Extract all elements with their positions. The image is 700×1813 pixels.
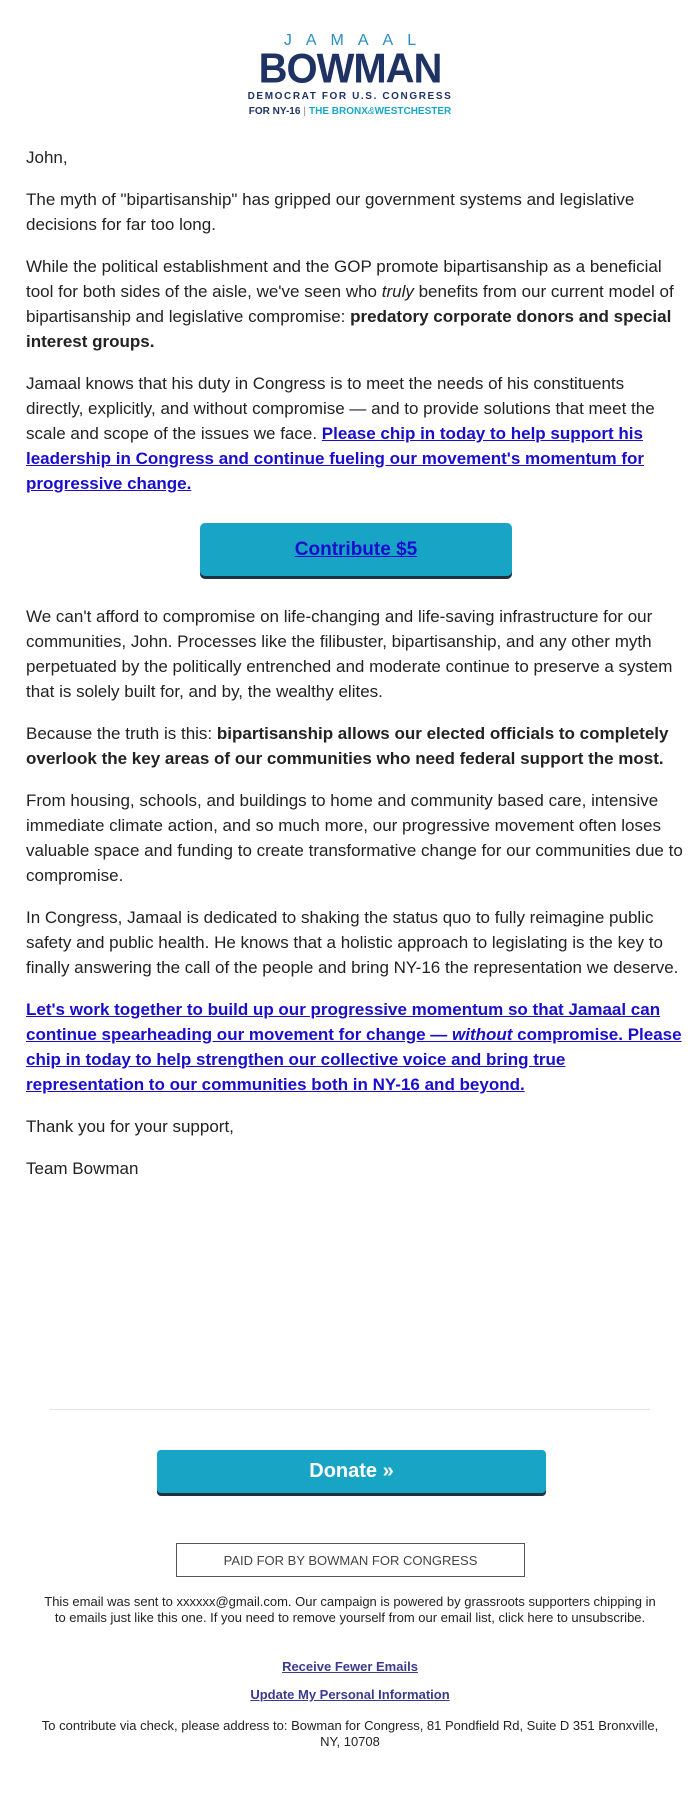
paragraph-2-bold: predatory corporate donors and special interest groups.	[26, 307, 672, 351]
check-address: To contribute via check, please address to: Bowman for Congress, 81 Pondfield Rd, Suite D 351 Bronxville, NY, 10708	[41, 1718, 659, 1749]
contribute-5-button[interactable]: Contribute $5	[200, 523, 512, 576]
paragraph-6: From housing, schools, and buildings to home and community based care, intensive immediate climate action, and so much more, our progressive movement often loses valuable space and funding to create transformative change for our communities due to compromise.	[26, 791, 683, 885]
paragraph-1: The myth of "bipartisanship" has gripped our government systems and legislative decisions for far too long.	[26, 190, 635, 234]
update-info-label[interactable]: Update My Personal Information	[250, 1687, 450, 1702]
paragraph-5	[26, 721, 686, 771]
logo-tagline: DEMOCRAT FOR U.S. CONGRESS	[247, 91, 453, 102]
cta-wrap	[26, 523, 686, 576]
logo-region-a: THE BRONX	[309, 106, 368, 117]
update-info-link[interactable]	[0, 1687, 700, 1702]
paragraph-8	[26, 997, 686, 1097]
signature: Team Bowman	[26, 1159, 139, 1178]
logo-separator: |	[303, 106, 307, 117]
chip-in-link-1[interactable]: Please chip in today to help support his leadership in Congress and continue fueling our movement's momentum for progressive change.	[26, 424, 645, 493]
emphasis-truly: truly	[381, 282, 414, 301]
paragraph-5-bold: bipartisanship allows our elected officials to completely overlook the key areas of our communities who need federal support the most.	[26, 724, 669, 768]
paragraph-5-text: Because the truth is this:	[26, 724, 217, 743]
paid-for-disclaimer: PAID FOR BY BOWMAN FOR CONGRESS	[176, 1543, 525, 1577]
chip-in-link-2[interactable]	[26, 1000, 682, 1094]
logo-district-line	[0, 106, 700, 118]
footer-divider	[50, 1409, 650, 1410]
paragraph-4: We can't afford to compromise on life-changing and life-saving infrastructure for our communities, John. Processes like the filibuster, bipartisanship, and any other myth perpetuated by the politically entrenched and moderate continue to preserve a system that is solely built for, and by, the wealthy elites.	[26, 607, 673, 701]
paragraph-2-text-a: While the political establishment and the GOP promote bipartisanship as a beneficial tool for both sides of the aisle, we've seen who	[26, 257, 662, 301]
link-2-text-a: Let's work together to build up our progressive momentum so that Jamaal can continue spearheading our movement for change —	[26, 1000, 661, 1044]
closing: Thank you for your support,	[26, 1117, 234, 1136]
receive-fewer-emails-label[interactable]: Receive Fewer Emails	[282, 1659, 418, 1674]
campaign-logo	[0, 32, 700, 118]
link-2-text-b: compromise. Please chip in today to help strengthen our collective voice and bring true representation to our communities both in NY-16 and beyond.	[26, 1025, 682, 1094]
logo-last-name: BOWMAN	[258, 45, 442, 93]
email-body	[26, 145, 686, 1198]
donate-button[interactable]: Donate »	[157, 1450, 546, 1493]
logo-ampersand: &	[367, 106, 375, 117]
paragraph-3-text: Jamaal knows that his duty in Congress is to meet the needs of his constituents directly, explicitly, and without compromise — and to provide solutions that meet the scale and scope of the issues we face.	[26, 374, 655, 443]
receive-fewer-emails-link[interactable]	[0, 1659, 700, 1674]
paragraph-3	[26, 371, 686, 496]
paragraph-7: In Congress, Jamaal is dedicated to shaking the status quo to fully reimagine public safety and public health. He knows that a holistic approach to legislating is the key to finally answering the call of the people and bring NY-16 the representation we deserve.	[26, 908, 679, 977]
emphasis-without: without	[452, 1025, 513, 1044]
unsubscribe-notice[interactable]: This email was sent to xxxxxx@gmail.com. Our campaign is powered by grassroots supporters chipping in to emails just like this one. If you need to remove yourself from our email list, click here to unsubscribe.	[44, 1594, 656, 1625]
greeting: John,	[26, 148, 68, 167]
logo-region-b: WESTCHESTER	[374, 106, 452, 117]
logo-first-name: JAMAAL	[283, 32, 431, 49]
logo-district: FOR NY-16	[248, 106, 301, 117]
paragraph-2	[26, 254, 686, 354]
paragraph-2-text-b: benefits from our current model of bipartisanship and legislative compromise:	[26, 282, 674, 326]
